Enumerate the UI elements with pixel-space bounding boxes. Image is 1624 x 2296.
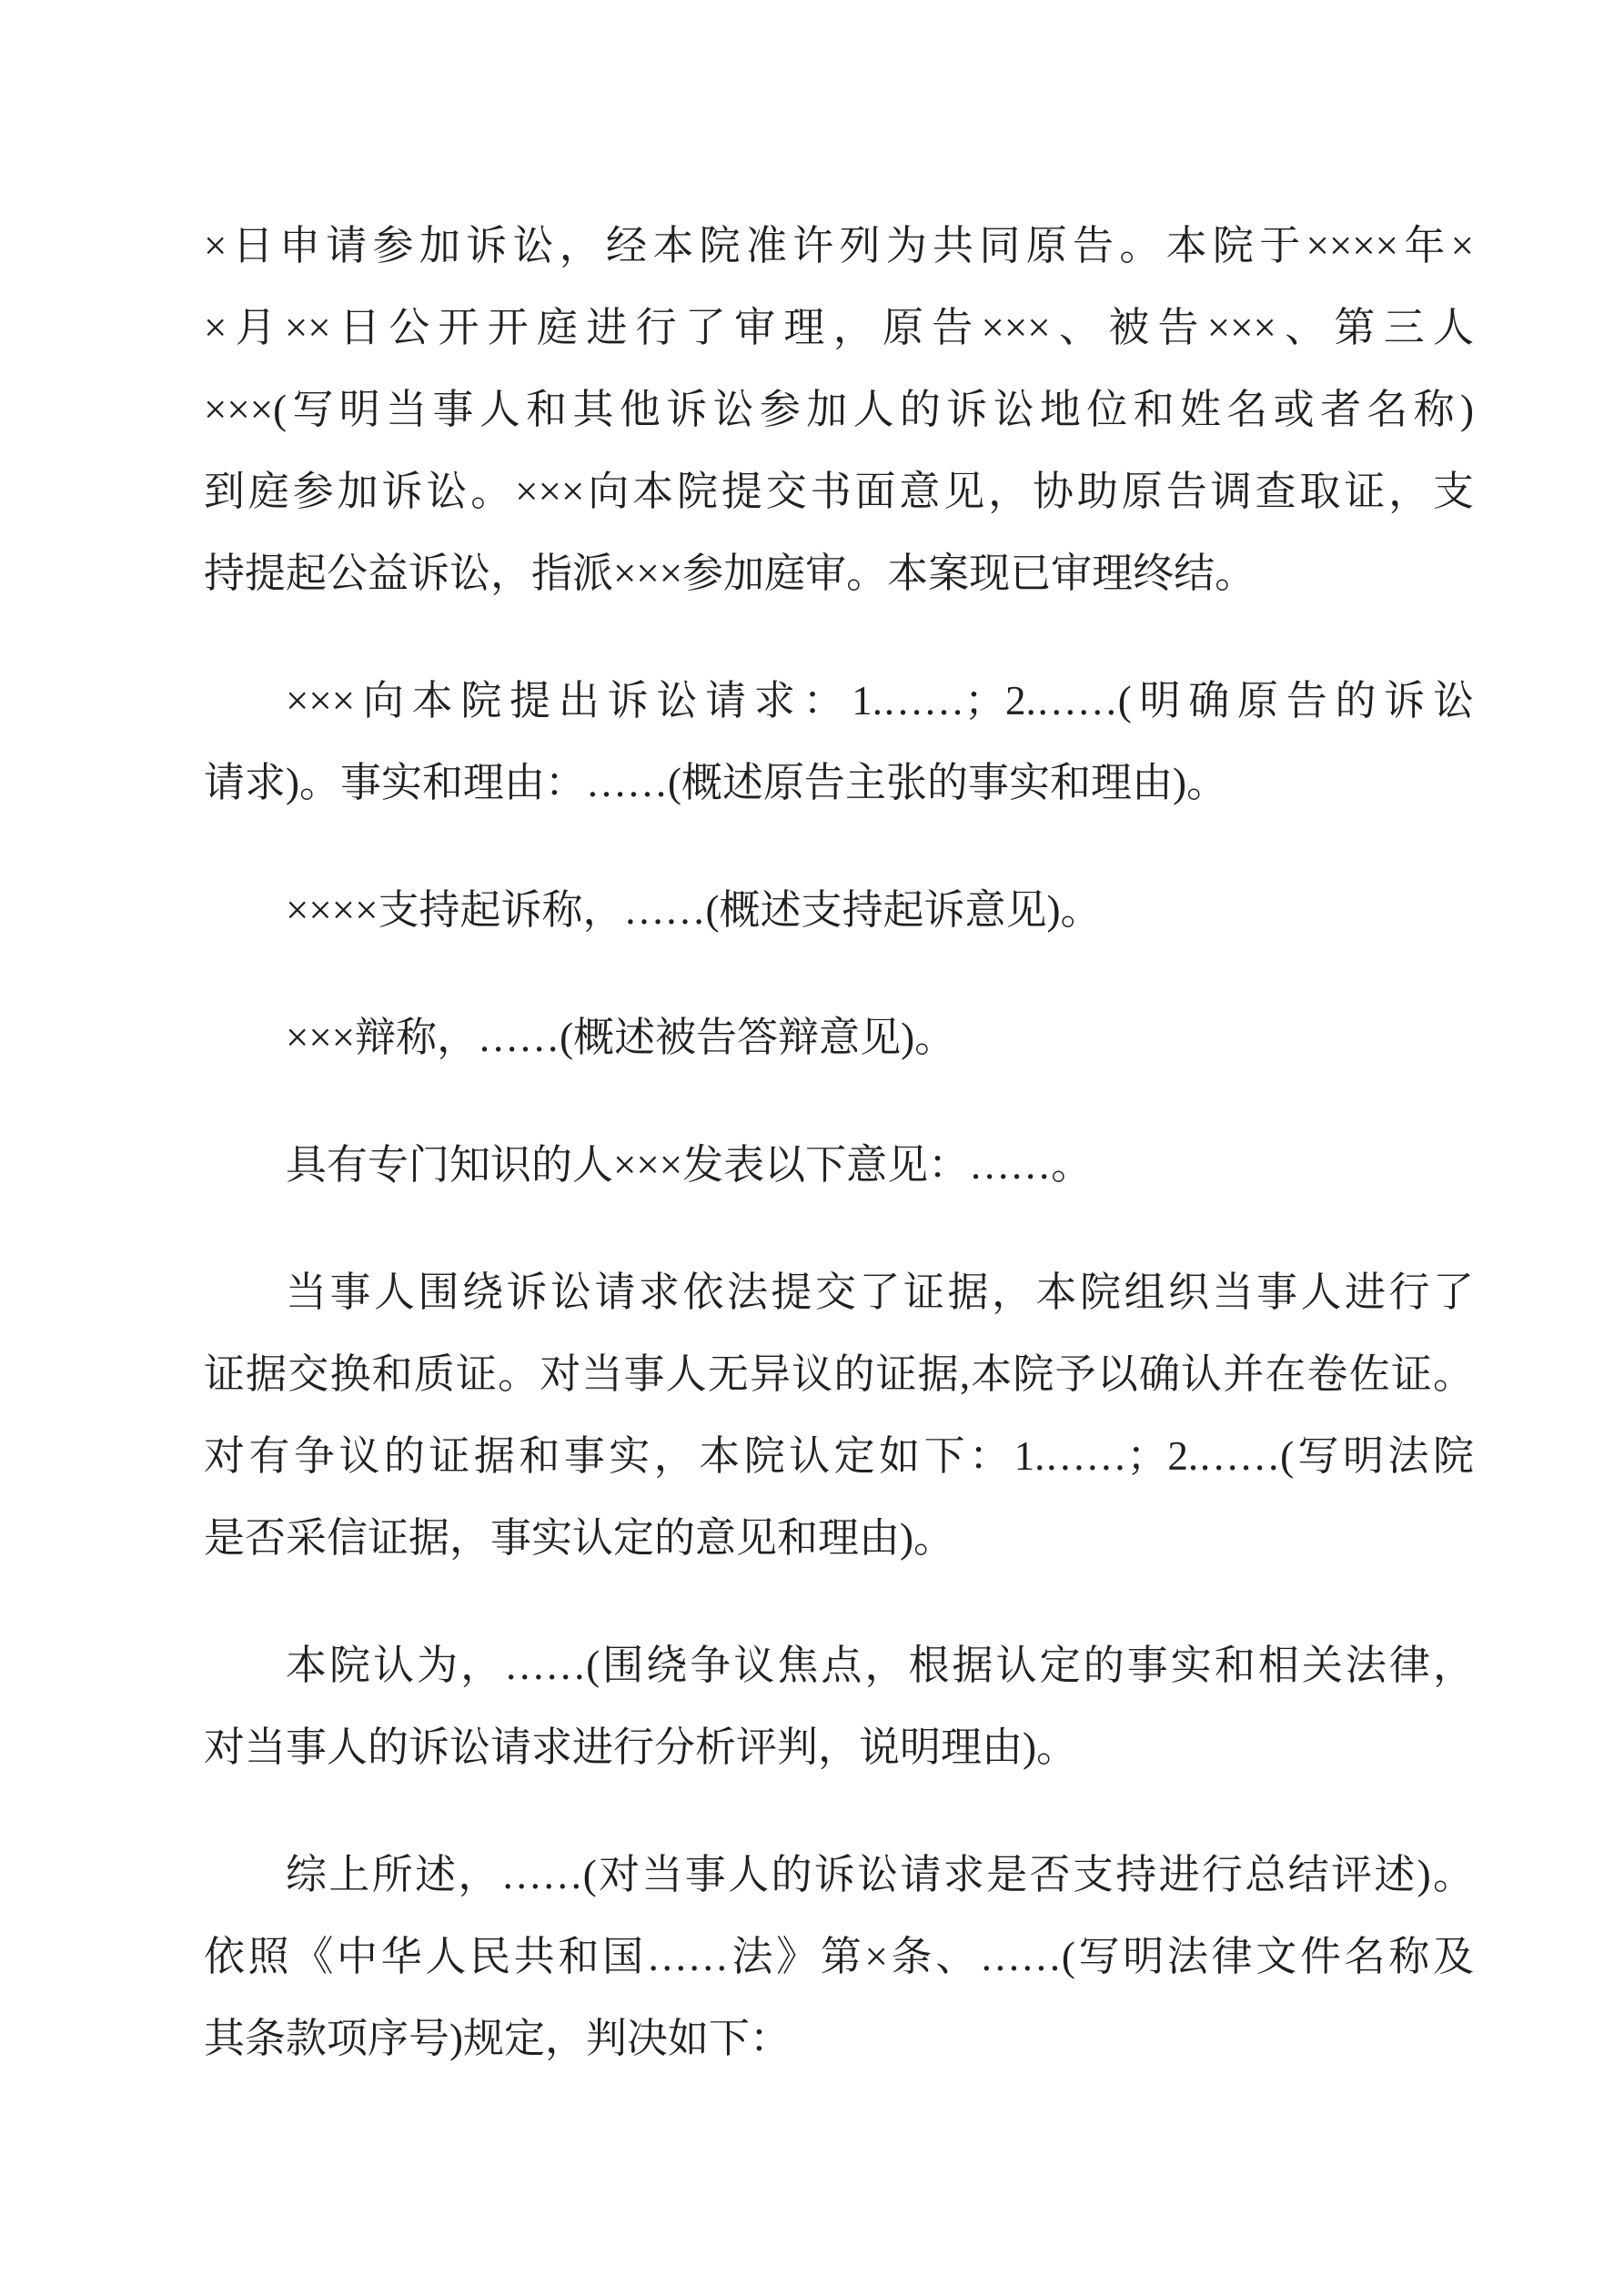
text-line: ××××支持起诉称，……(概述支持起诉意见)。 (286, 887, 1102, 933)
text-line: 对有争议的证据和事实，本院认定如下：1.……；2.……(写明法院 (204, 1433, 1474, 1479)
paragraph (204, 1251, 1474, 1579)
paragraph (204, 1834, 1474, 2079)
document-body (204, 205, 1474, 2079)
text-line: 请求)。事实和理由：……(概述原告主张的事实和理由)。 (204, 760, 1227, 805)
paragraph (204, 660, 1474, 824)
text-line: ×××向本院提出诉讼请求：1.……；2.……(明确原告的诉讼 (286, 678, 1474, 723)
text-line: ×××(写明当事人和其他诉讼参加人的诉讼地位和姓名或者名称) (204, 387, 1474, 432)
paragraph (204, 1124, 1474, 1206)
text-line: 到庭参加诉讼。×××向本院提交书面意见，协助原告调查取证，支 (204, 469, 1474, 514)
paragraph (204, 996, 1474, 1078)
paragraph (204, 205, 1474, 614)
text-line: 具有专门知识的人×××发表以下意见：……。 (286, 1142, 1093, 1188)
paragraph (204, 869, 1474, 951)
text-line: 当事人围绕诉讼请求依法提交了证据，本院组织当事人进行了 (286, 1269, 1474, 1315)
text-line: 其条款项序号)规定，判决如下： (204, 2016, 791, 2061)
text-line: 本院认为，……(围绕争议焦点，根据认定的事实和相关法律， (286, 1643, 1474, 1688)
text-line: 是否采信证据，事实认定的意见和理由)。 (204, 1515, 954, 1561)
text-line: 持提起公益诉讼，指派×××参加庭审。本案现已审理终结。 (204, 551, 1256, 596)
text-line: ×××辩称，……(概述被告答辩意见)。 (286, 1015, 956, 1060)
text-line: 综上所述，……(对当事人的诉讼请求是否支持进行总结评述)。 (286, 1852, 1474, 1897)
text-line: 对当事人的诉讼请求进行分析评判，说明理由)。 (204, 1725, 1077, 1770)
text-line: ×月××日公开开庭进行了审理，原告×××、被告×××、第三人 (204, 305, 1474, 350)
text-line: 证据交换和质证。对当事人无异议的证据,本院予以确认并在卷佐证。 (204, 1351, 1474, 1397)
text-line: 依照《中华人民共和国……法》第×条、……(写明法律文件名称及 (204, 1934, 1474, 1979)
paragraph (204, 1624, 1474, 1788)
text-line: ×日申请参加诉讼，经本院准许列为共同原告。本院于××××年× (204, 223, 1474, 268)
